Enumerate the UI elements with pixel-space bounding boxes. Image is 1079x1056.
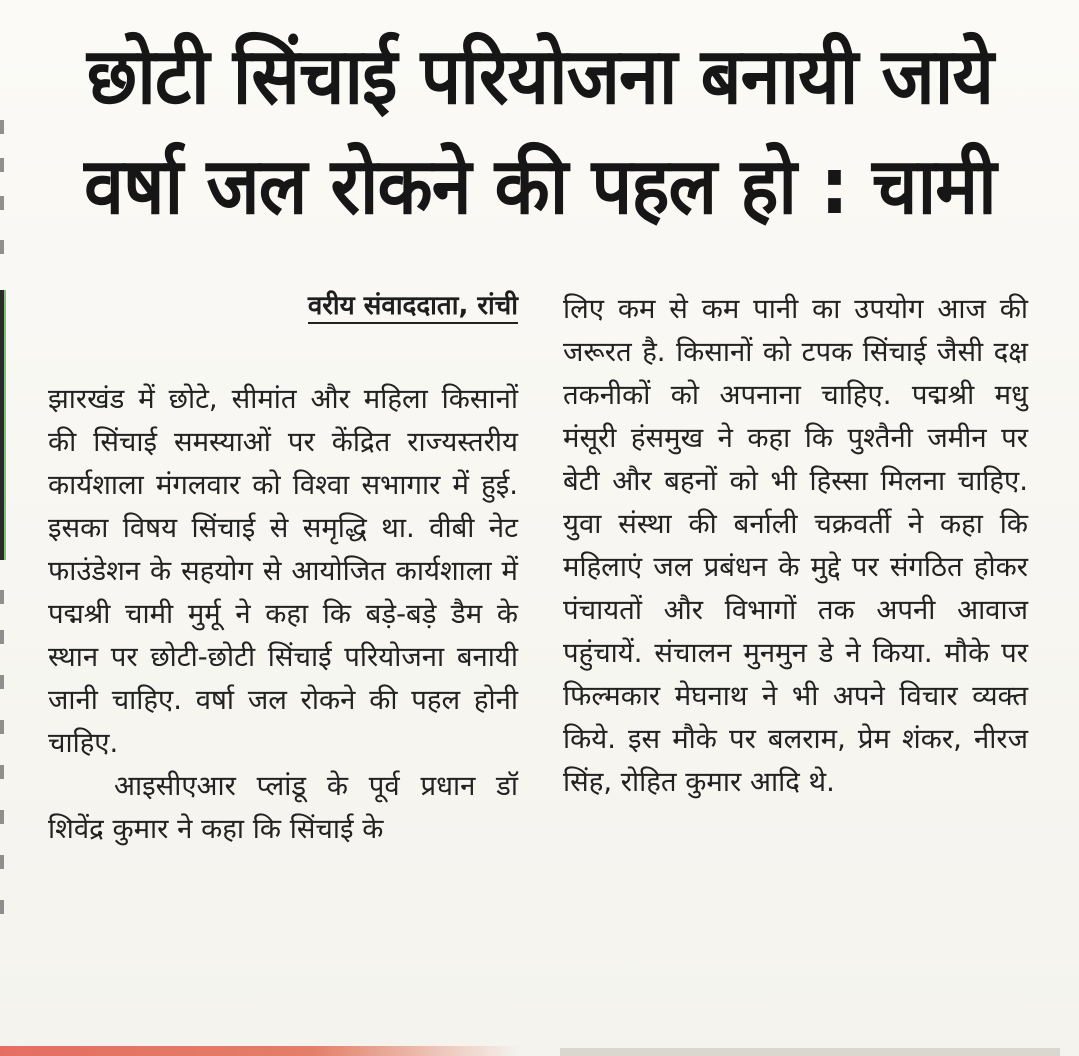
bottom-accent-strip [0,1046,520,1056]
adjacent-column-edge [0,120,8,960]
headline-line-1: छोटी सिंचाई परियोजना बनायी जाये [86,32,994,122]
edge-mark [0,720,4,734]
edge-mark [0,196,4,210]
headline-line-2: वर्षा जल रोकने की पहल हो : चामी [84,142,996,232]
article-paragraph: झारखंड में छोटे, सीमांत और महिला किसानों की सिंचाई समस्याओं पर केंद्रित राज्यस्तरीय कार्यशाला मंगलवार को विश्वा सभागार में हुई. इसका विषय सिंचाई से समृद्धि था. वीबी नेट फाउंडेशन के सहयोग से आयोजित कार्यशाला में पद्मश्री चामी मुर्मू ने कहा कि बड़े-बड़े डैम के स्थान पर छोटी-छोटी सिंचाई परियोजना बनायी जानी चाहिए. वर्षा जल रोकने की पहल होनी चाहिए. [48,383,518,759]
edge-mark [0,240,4,254]
article-column-left [48,378,518,851]
byline [48,286,518,326]
bottom-edge [560,1048,1060,1056]
edge-mark [0,810,4,824]
edge-photo-strip [4,290,6,560]
byline-text: वरीय संवाददाता, रांची [308,291,518,324]
edge-mark [0,900,4,914]
edge-mark [0,590,4,604]
edge-mark [0,158,4,172]
edge-mark [0,630,4,644]
article-column-right [563,288,1028,804]
edge-mark [0,120,4,134]
edge-mark [0,855,4,869]
headline [40,22,1040,242]
edge-mark [0,765,4,779]
article-paragraph: आइसीएआर प्लांडू के पूर्व प्रधान डॉ शिवेंद्र कुमार ने कहा कि सिंचाई के [48,770,518,845]
edge-mark [0,675,4,689]
article-paragraph: लिए कम से कम पानी का उपयोग आज की जरूरत है. किसानों को टपक सिंचाई जैसी दक्ष तकनीकों को अपनाना चाहिए. पद्मश्री मधु मंसूरी हंसमुख ने कहा कि पुश्तैनी जमीन पर बेटी और बहनों को भी हिस्सा मिलना चाहिए. युवा संस्था की बर्नाली चक्रवर्ती ने कहा कि महिलाएं जल प्रबंधन के मुद्दे पर संगठित होकर पंचायतों और विभागों तक अपनी आवाज पहुंचायें. संचालन मुनमुन डे ने किया. मौके पर फिल्मकार मेघनाथ ने भी अपने विचार व्यक्त किये. इस मौके पर बलराम, प्रेम शंकर, नीरज सिंह, रोहित कुमार आदि थे. [563,293,1028,798]
